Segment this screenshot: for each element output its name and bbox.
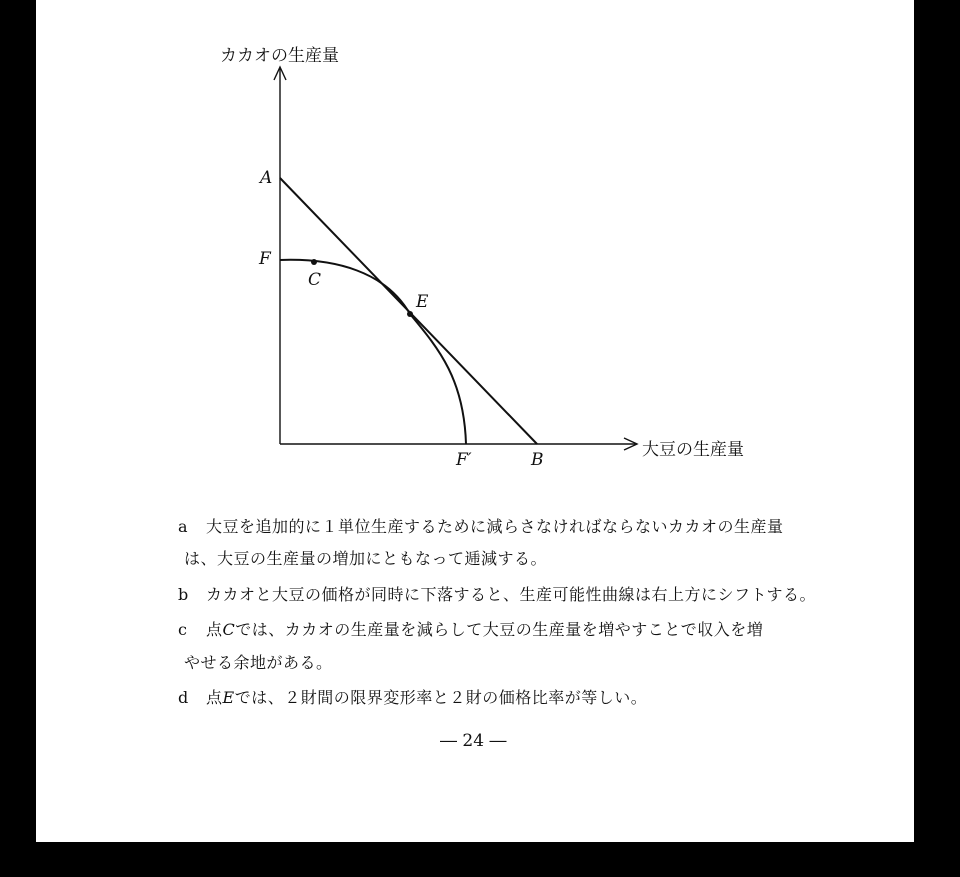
statement-b-text: カカオと大豆の価格が同時に下落すると、生産可能性曲線は右上方にシフトする。 [206, 585, 817, 604]
statement-d-letter: d [178, 688, 189, 707]
point-c-dot [311, 259, 317, 265]
statement-d-line1 [178, 685, 647, 708]
statement-c-text: では、カカオの生産量を減らして大豆の生産量を増やすことで収入を増 [235, 620, 764, 639]
label-c: C [308, 270, 322, 290]
statement-a-line1 [178, 514, 784, 537]
label-f-prime: F′ [456, 450, 472, 470]
statement-d-var: E [222, 688, 235, 707]
statement-c-letter: c [178, 620, 188, 639]
statement-a-text: 大豆を追加的に１単位生産するために減らさなければならないカカオの生産量 [206, 517, 784, 536]
statement-d-text: では、２財間の限界変形率と２財の価格比率が等しい。 [234, 688, 648, 707]
label-e: E [416, 292, 429, 312]
label-b: B [531, 450, 544, 470]
point-e-dot [407, 311, 413, 317]
exam-page [36, 0, 914, 842]
production-possibility-figure [36, 0, 914, 842]
statement-d-pre: 点 [206, 688, 223, 707]
statement-c-pre: 点 [206, 620, 223, 639]
x-axis-title: 大豆の生産量 [642, 440, 744, 460]
page-number: ― 24 ― [440, 731, 507, 751]
label-f: F [259, 249, 271, 269]
label-a: A [260, 168, 273, 188]
statement-b-letter: b [178, 585, 189, 604]
statement-a-line2: は、大豆の生産量の増加にともなって逓減する。 [184, 549, 548, 568]
y-axis-title: カカオの生産量 [220, 46, 339, 66]
statement-b-line1 [178, 582, 816, 605]
statement-c-line2: やせる余地がある。 [184, 653, 333, 672]
statement-a-letter: a [178, 517, 189, 536]
statement-c-var: C [222, 620, 236, 639]
statement-c-line1 [178, 617, 763, 640]
